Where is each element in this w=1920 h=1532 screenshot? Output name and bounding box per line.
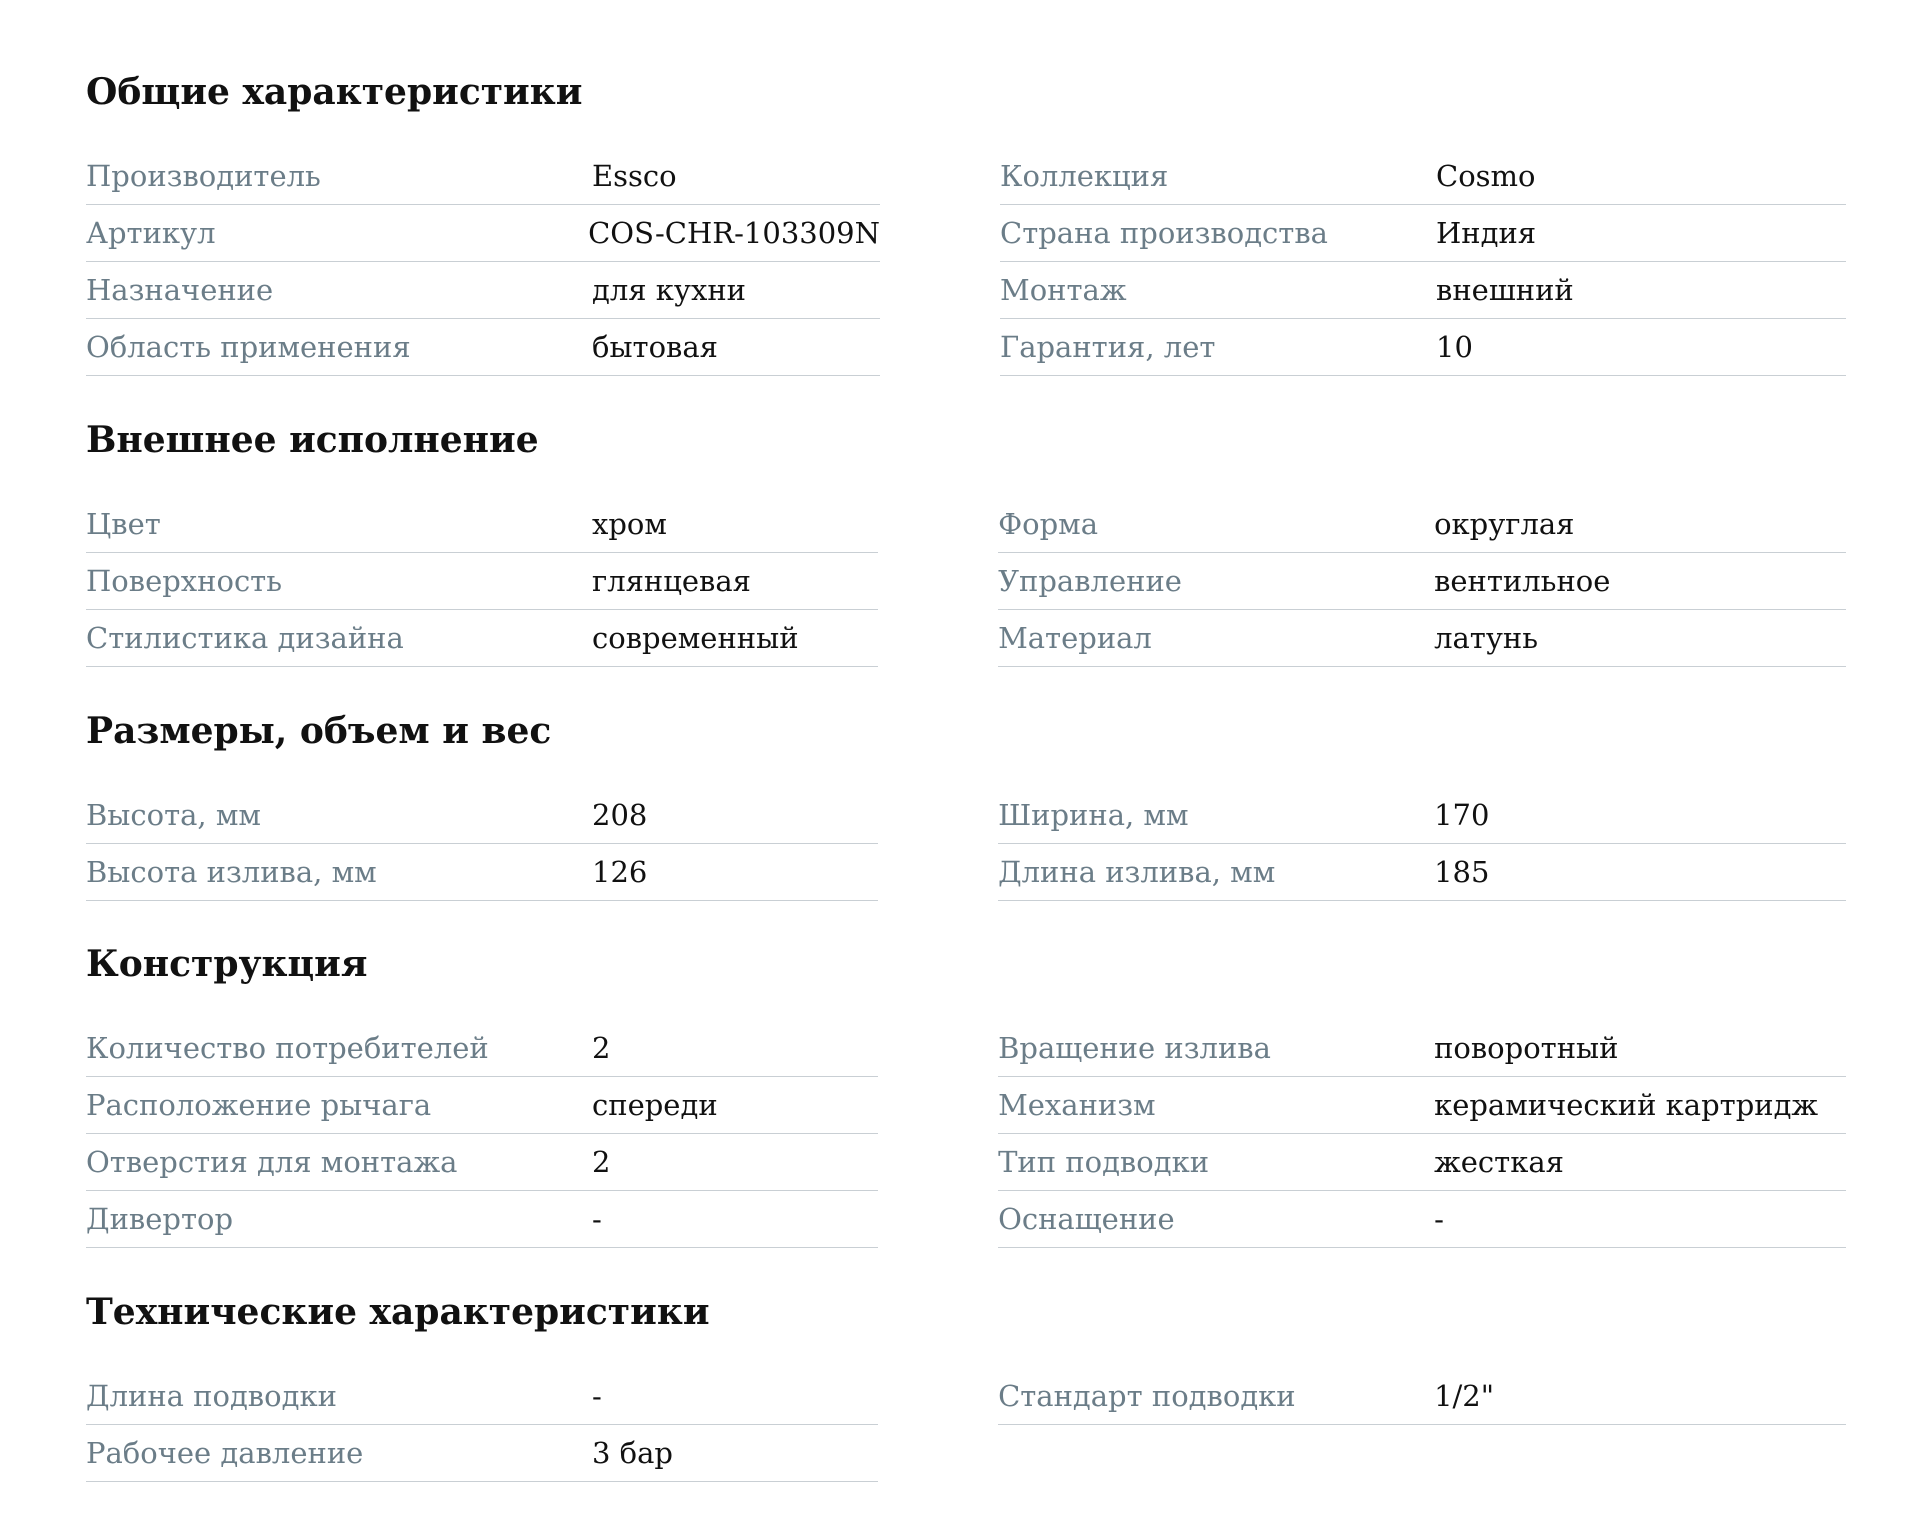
spec-label: Вращение излива xyxy=(998,1031,1271,1065)
spec-row xyxy=(86,148,880,205)
spec-row xyxy=(1000,319,1846,376)
spec-column-right xyxy=(998,1020,1846,1248)
section-title: Общие характеристики xyxy=(86,71,583,113)
spec-row xyxy=(998,787,1846,844)
spec-value: Cosmo xyxy=(1436,159,1536,193)
spec-grid xyxy=(86,1368,1846,1482)
spec-value: округлая xyxy=(1434,507,1575,541)
spec-value: глянцевая xyxy=(592,564,751,598)
section-title: Размеры, объем и вес xyxy=(86,710,552,752)
spec-column-right xyxy=(998,787,1846,901)
spec-value: хром xyxy=(592,507,667,541)
spec-grid xyxy=(86,1020,1846,1248)
spec-grid xyxy=(86,787,1846,901)
spec-label: Артикул xyxy=(86,216,216,250)
spec-value: латунь xyxy=(1434,621,1538,655)
spec-label: Управление xyxy=(998,564,1182,598)
spec-label: Высота, мм xyxy=(86,798,261,832)
spec-row xyxy=(86,610,878,667)
spec-column-left xyxy=(86,1020,878,1248)
spec-label: Рабочее давление xyxy=(86,1436,364,1470)
spec-value: COS-CHR-103309N xyxy=(588,216,880,250)
spec-row xyxy=(86,1077,878,1134)
spec-label: Стандарт подводки xyxy=(998,1379,1296,1413)
spec-row xyxy=(998,1077,1846,1134)
spec-row xyxy=(86,319,880,376)
spec-row xyxy=(86,262,880,319)
spec-row xyxy=(86,844,878,901)
spec-label: Производитель xyxy=(86,159,321,193)
spec-label: Цвет xyxy=(86,507,161,541)
spec-row xyxy=(998,1191,1846,1248)
spec-label: Монтаж xyxy=(1000,273,1127,307)
spec-value: 126 xyxy=(592,855,648,889)
spec-row xyxy=(998,610,1846,667)
spec-column-left xyxy=(86,787,878,901)
spec-value: для кухни xyxy=(592,273,746,307)
spec-label: Коллекция xyxy=(1000,159,1169,193)
spec-value: 208 xyxy=(592,798,648,832)
spec-row xyxy=(998,1020,1846,1077)
section-appearance xyxy=(86,410,1846,667)
spec-value: 2 xyxy=(592,1145,611,1179)
spec-value: - xyxy=(592,1379,602,1413)
spec-label: Количество потребителей xyxy=(86,1031,489,1065)
spec-column-left xyxy=(86,1368,878,1482)
spec-row xyxy=(86,1020,878,1077)
section-general xyxy=(86,62,1846,376)
spec-value: Индия xyxy=(1436,216,1537,250)
section-technical xyxy=(86,1282,1846,1482)
spec-value: - xyxy=(592,1202,602,1236)
spec-label: Назначение xyxy=(86,273,274,307)
spec-column-right xyxy=(998,496,1846,667)
spec-value: современный xyxy=(592,621,799,655)
spec-label: Тип подводки xyxy=(998,1145,1210,1179)
spec-value: бытовая xyxy=(592,330,718,364)
spec-label: Механизм xyxy=(998,1088,1156,1122)
spec-value: поворотный xyxy=(1434,1031,1619,1065)
spec-row xyxy=(86,1368,878,1425)
spec-label: Гарантия, лет xyxy=(1000,330,1216,364)
section-title: Технические характеристики xyxy=(86,1291,710,1333)
section-construction xyxy=(86,934,1846,1248)
section-title: Внешнее исполнение xyxy=(86,419,539,461)
spec-value: 185 xyxy=(1434,855,1490,889)
spec-value: 3 бар xyxy=(592,1436,673,1470)
spec-row xyxy=(86,787,878,844)
spec-row xyxy=(1000,205,1846,262)
spec-label: Оснащение xyxy=(998,1202,1175,1236)
spec-label: Ширина, мм xyxy=(998,798,1189,832)
spec-row xyxy=(86,1191,878,1248)
spec-label: Форма xyxy=(998,507,1099,541)
spec-row xyxy=(86,1425,878,1482)
spec-value: жесткая xyxy=(1434,1145,1564,1179)
spec-column-right xyxy=(1000,148,1846,376)
spec-label: Дивертор xyxy=(86,1202,234,1236)
spec-row xyxy=(86,205,880,262)
spec-value: - xyxy=(1434,1202,1444,1236)
spec-grid xyxy=(86,148,1846,376)
spec-label: Стилистика дизайна xyxy=(86,621,404,655)
spec-row xyxy=(998,496,1846,553)
spec-row xyxy=(998,1134,1846,1191)
spec-value: керамический картридж xyxy=(1434,1088,1819,1122)
spec-value: 10 xyxy=(1436,330,1473,364)
spec-row xyxy=(86,553,878,610)
spec-row xyxy=(86,496,878,553)
spec-label: Расположение рычага xyxy=(86,1088,432,1122)
spec-row xyxy=(998,553,1846,610)
spec-value: спереди xyxy=(592,1088,718,1122)
spec-column-right xyxy=(998,1368,1846,1482)
spec-label: Область применения xyxy=(86,330,411,364)
spec-row xyxy=(998,1368,1846,1425)
spec-label: Материал xyxy=(998,621,1152,655)
spec-row xyxy=(1000,148,1846,205)
section-title: Конструкция xyxy=(86,943,368,985)
spec-value: Essco xyxy=(592,159,677,193)
spec-value: 2 xyxy=(592,1031,611,1065)
spec-value: 1/2" xyxy=(1434,1379,1495,1413)
spec-label: Страна производства xyxy=(1000,216,1328,250)
spec-label: Высота излива, мм xyxy=(86,855,377,889)
spec-row xyxy=(1000,262,1846,319)
spec-label: Отверстия для монтажа xyxy=(86,1145,458,1179)
section-dimensions xyxy=(86,701,1846,901)
spec-grid xyxy=(86,496,1846,667)
spec-row xyxy=(998,844,1846,901)
spec-column-left xyxy=(86,148,880,376)
spec-label: Длина подводки xyxy=(86,1379,337,1413)
spec-label: Длина излива, мм xyxy=(998,855,1276,889)
spec-value: 170 xyxy=(1434,798,1490,832)
spec-value: внешний xyxy=(1436,273,1574,307)
spec-row xyxy=(86,1134,878,1191)
spec-value: вентильное xyxy=(1434,564,1611,598)
spec-label: Поверхность xyxy=(86,564,283,598)
spec-column-left xyxy=(86,496,878,667)
